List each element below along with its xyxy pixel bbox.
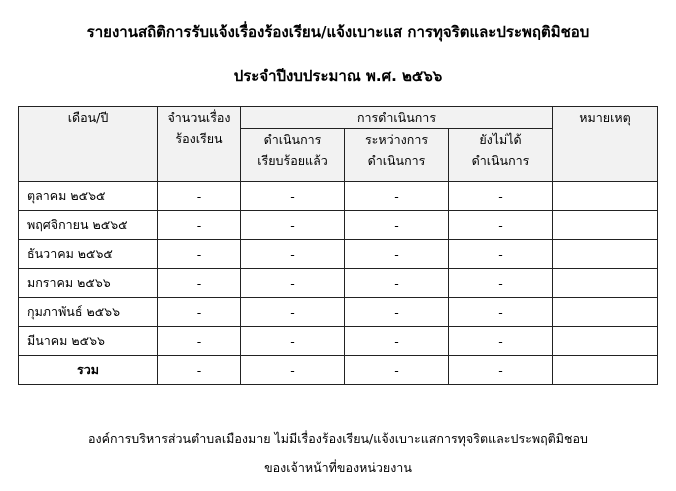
cell-remark bbox=[553, 182, 658, 211]
cell-count: - bbox=[158, 182, 241, 211]
total-label: รวม bbox=[19, 356, 158, 385]
cell-not-done: - bbox=[449, 269, 553, 298]
cell-not-done: - bbox=[449, 298, 553, 327]
cell-count: - bbox=[158, 211, 241, 240]
header-not-done: ยังไม่ได้ ดำเนินการ bbox=[449, 129, 553, 182]
table-row bbox=[19, 269, 658, 298]
cell-in-progress: - bbox=[345, 269, 449, 298]
header-month: เดือน/ปี bbox=[19, 107, 158, 182]
cell-in-progress: - bbox=[345, 240, 449, 269]
cell-count: - bbox=[158, 298, 241, 327]
table-row bbox=[19, 182, 658, 211]
header-done: ดำเนินการ เรียบร้อยแล้ว bbox=[241, 129, 345, 182]
report-title: รายงานสถิติการรับแจ้งเรื่องร้องเรียน/แจ้งเบาะแส การทุจริตและประพฤติมิชอบ bbox=[86, 23, 590, 41]
cell-not-done: - bbox=[449, 182, 553, 211]
table-row bbox=[19, 298, 658, 327]
cell-done: - bbox=[241, 269, 345, 298]
cell-count: - bbox=[158, 240, 241, 269]
cell-in-progress: - bbox=[345, 211, 449, 240]
report-fiscal-year: ประจำปีงบประมาณ พ.ศ. ๒๕๖๖ bbox=[233, 67, 443, 85]
cell-not-done: - bbox=[449, 240, 553, 269]
table-row bbox=[19, 211, 658, 240]
cell-done: - bbox=[241, 182, 345, 211]
total-remark bbox=[553, 356, 658, 385]
cell-month: มีนาคม ๒๕๖๖ bbox=[19, 327, 158, 356]
cell-done: - bbox=[241, 240, 345, 269]
total-in-progress: - bbox=[345, 356, 449, 385]
cell-month: พฤศจิกายน ๒๕๖๕ bbox=[19, 211, 158, 240]
cell-done: - bbox=[241, 211, 345, 240]
table-row bbox=[19, 240, 658, 269]
cell-month: ธันวาคม ๒๕๖๕ bbox=[19, 240, 158, 269]
complaint-statistics-table bbox=[18, 106, 658, 385]
total-count: - bbox=[158, 356, 241, 385]
table-row bbox=[19, 327, 658, 356]
total-row bbox=[19, 356, 658, 385]
cell-month: มกราคม ๒๕๖๖ bbox=[19, 269, 158, 298]
cell-month: ตุลาคม ๒๕๖๕ bbox=[19, 182, 158, 211]
cell-in-progress: - bbox=[345, 327, 449, 356]
cell-count: - bbox=[158, 327, 241, 356]
total-done: - bbox=[241, 356, 345, 385]
cell-remark bbox=[553, 298, 658, 327]
cell-remark bbox=[553, 327, 658, 356]
total-not-done: - bbox=[449, 356, 553, 385]
cell-remark bbox=[553, 211, 658, 240]
cell-month: กุมภาพันธ์ ๒๕๖๖ bbox=[19, 298, 158, 327]
cell-remark bbox=[553, 269, 658, 298]
cell-done: - bbox=[241, 327, 345, 356]
cell-in-progress: - bbox=[345, 298, 449, 327]
footer-note: องค์การบริหารส่วนตำบลเมืองมาย ไม่มีเรื่องร้องเรียน/แจ้งเบาะแสการทุจริตและประพฤติมิชอบ bbox=[88, 431, 588, 446]
cell-count: - bbox=[158, 269, 241, 298]
footer-note-continued: ของเจ้าหน้าที่ของหน่วยงาน bbox=[264, 460, 412, 475]
header-action: การดำเนินการ bbox=[241, 107, 553, 129]
cell-in-progress: - bbox=[345, 182, 449, 211]
cell-not-done: - bbox=[449, 327, 553, 356]
cell-not-done: - bbox=[449, 211, 553, 240]
header-in-progress: ระหว่างการ ดำเนินการ bbox=[345, 129, 449, 182]
cell-remark bbox=[553, 240, 658, 269]
header-complaint-count: จำนวนเรื่อง ร้องเรียน bbox=[158, 107, 241, 182]
cell-done: - bbox=[241, 298, 345, 327]
header-remark: หมายเหตุ bbox=[553, 107, 658, 182]
